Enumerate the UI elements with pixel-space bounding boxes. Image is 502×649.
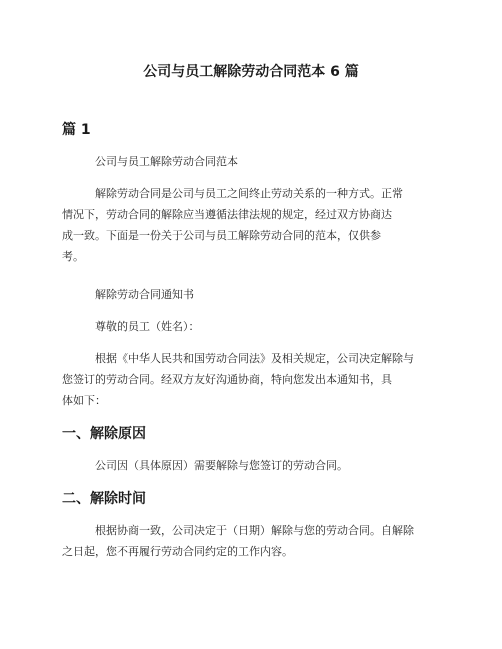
body-line: 根据《中华人民共和国劳动合同法》及相关规定，公司决定解除与 — [95, 352, 414, 365]
section1-text: 公司因（具体原因）需要解除与您签订的劳动合同。 — [95, 459, 348, 472]
intro-line: 成一致。下面是一份关于公司与员工解除劳动合同的范本，仅供参 — [62, 229, 381, 242]
body-paragraph — [62, 348, 440, 411]
intro-line: 考。 — [62, 250, 84, 263]
intro-line: 情况下，劳动合同的解除应当遵循法律法规的规定，经过双方协商达 — [62, 208, 392, 221]
section2-line: 之日起，您不再履行劳动合同约定的工作内容。 — [62, 545, 293, 558]
section2-heading: 二、解除时间 — [62, 491, 146, 507]
document-title: 公司与员工解除劳动合同范本 6 篇 — [143, 64, 359, 80]
section2-line: 根据协商一致，公司决定于（日期）解除与您的劳动合同。自解除 — [95, 524, 414, 537]
section2-paragraph — [62, 520, 440, 562]
notice-title: 解除劳动合同通知书 — [95, 288, 194, 301]
body-line: 您签订的劳动合同。经双方友好沟通协商，特向您发出本通知书，具 — [62, 373, 392, 386]
body-line: 体如下： — [62, 394, 106, 407]
intro-paragraph — [62, 183, 440, 267]
salutation: 尊敬的员工（姓名）： — [95, 320, 200, 333]
document-subtitle: 公司与员工解除劳动合同范本 — [95, 155, 238, 168]
part-heading: 篇 1 — [62, 122, 91, 138]
intro-line: 解除劳动合同是公司与员工之间终止劳动关系的一种方式。正常 — [95, 187, 403, 200]
section1-heading: 一、解除原因 — [62, 426, 146, 442]
